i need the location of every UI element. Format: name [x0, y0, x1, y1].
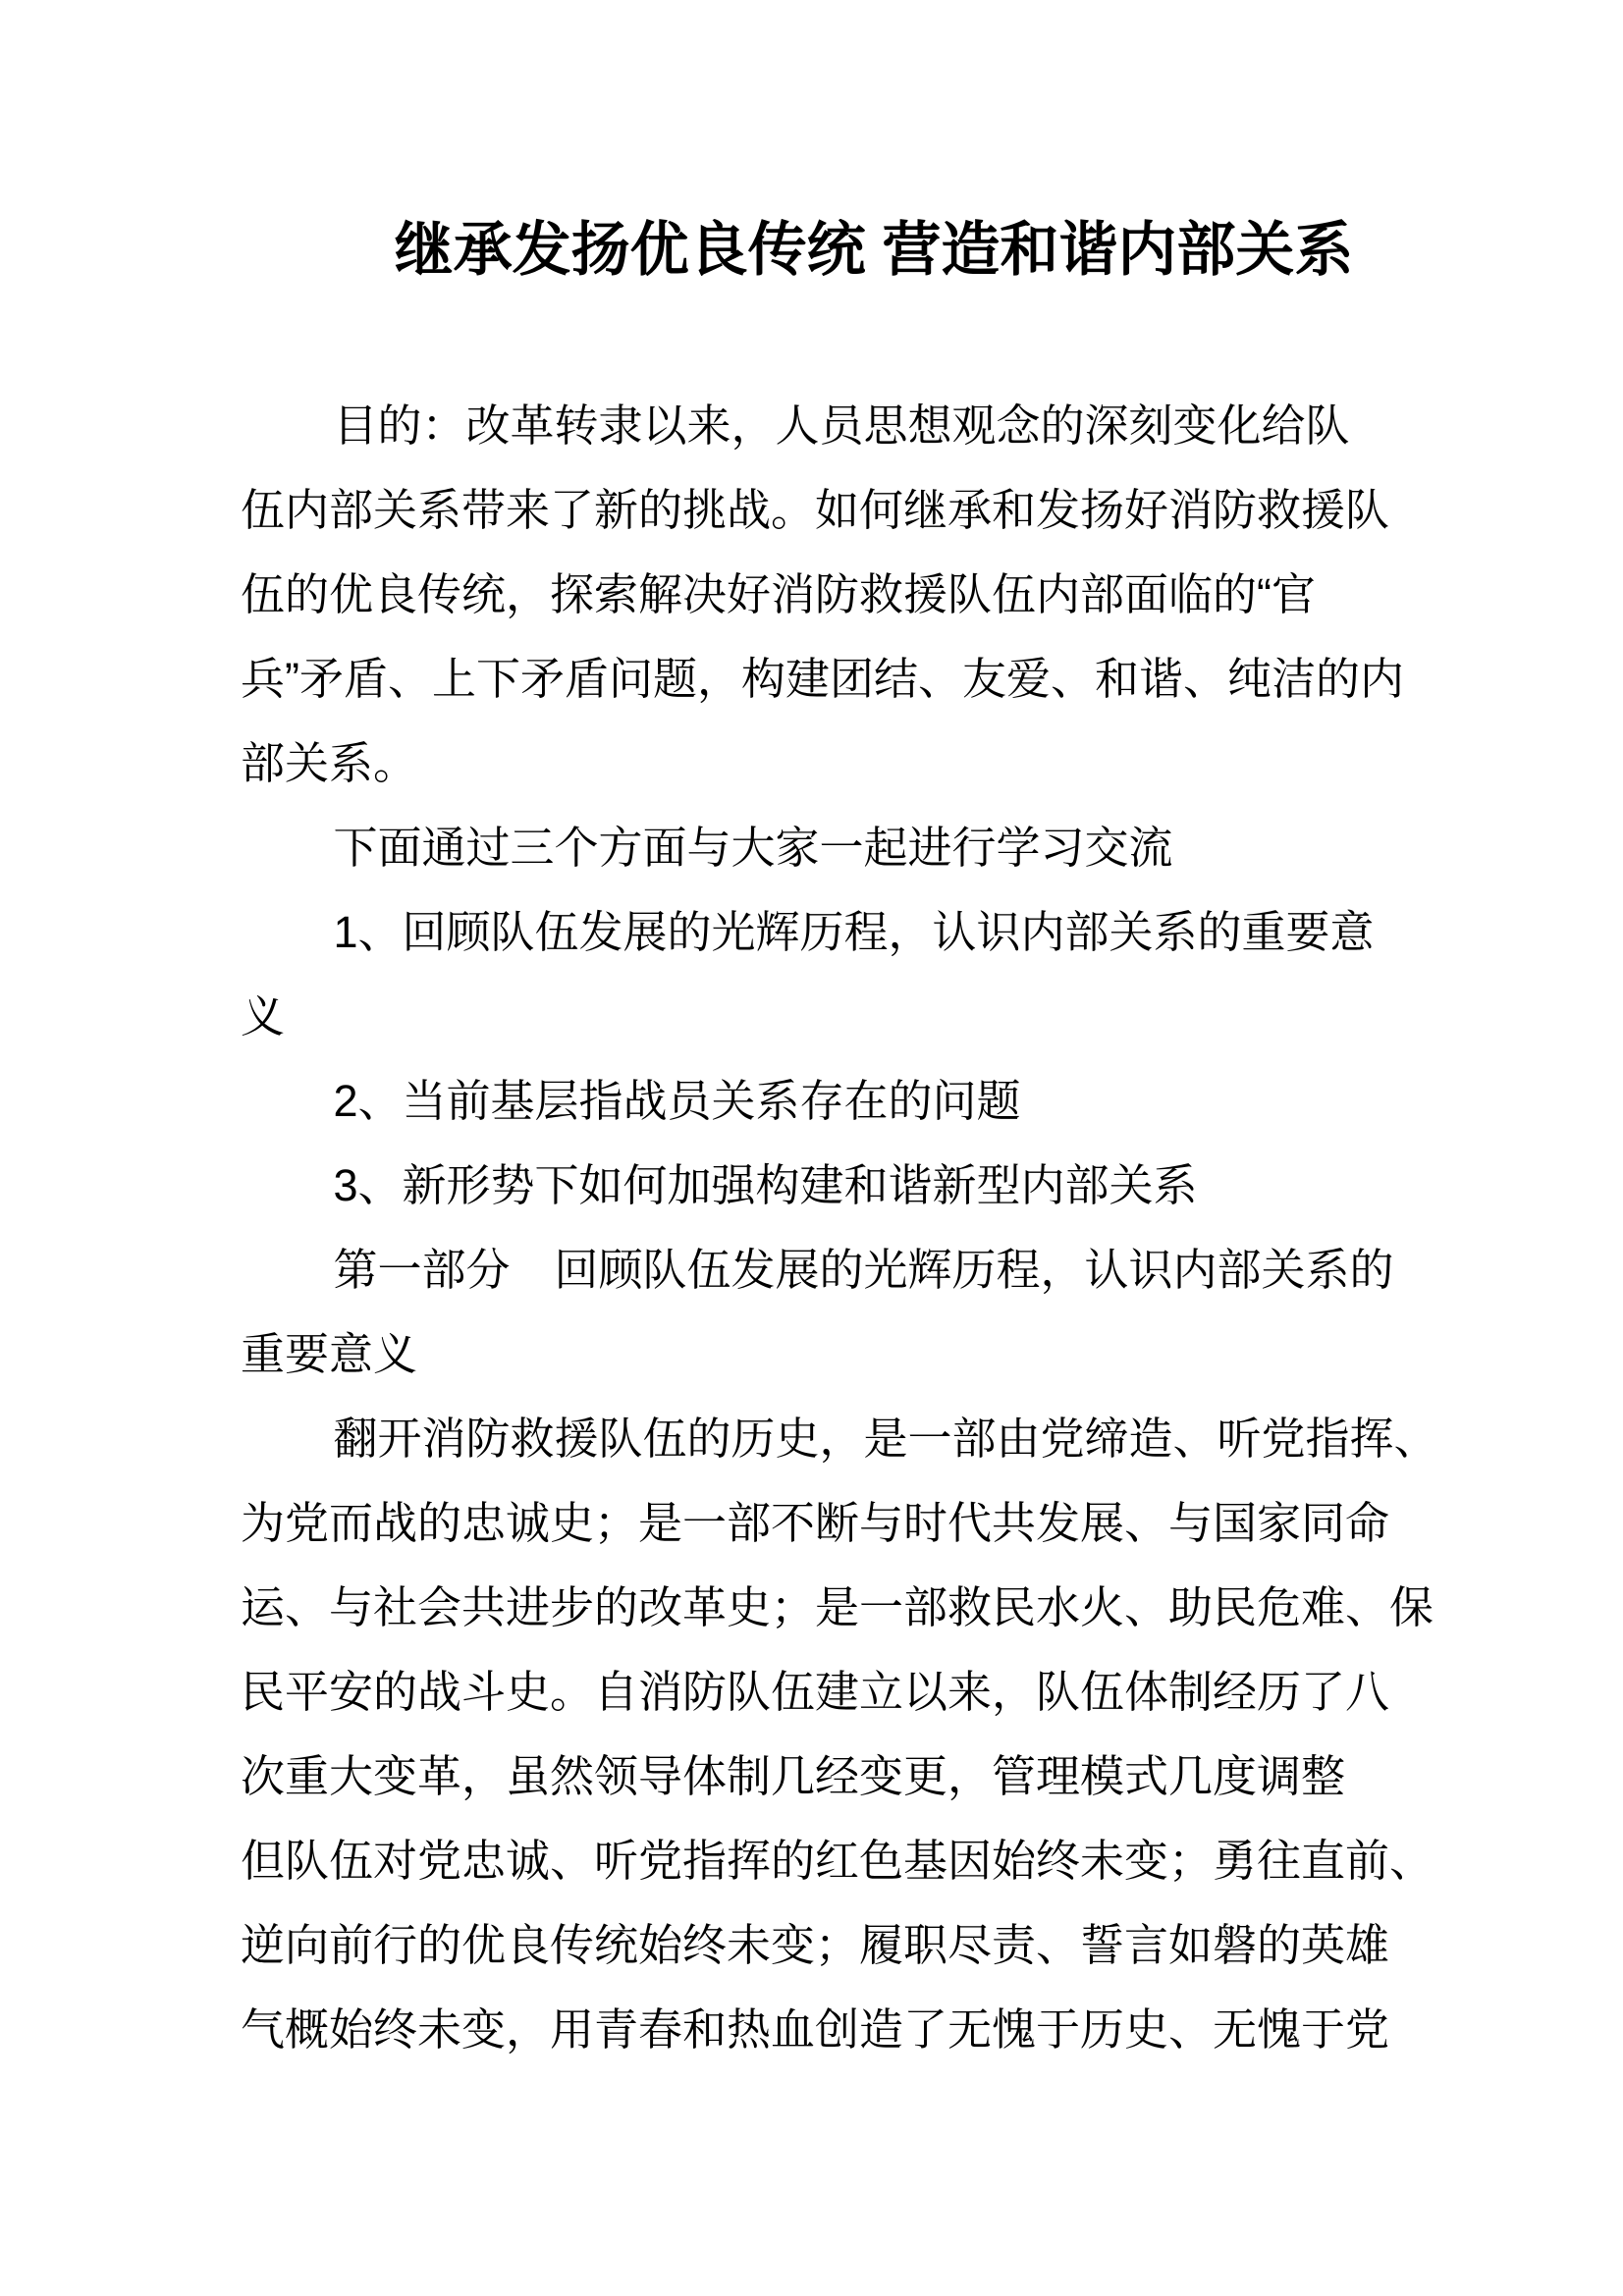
document-content [241, 0, 1438, 2072]
body-text-line: 2、当前基层指战员关系存在的问题 [333, 1076, 1021, 1126]
body-text-line: 但队伍对党忠诚、听党指挥的红色基因始终未变；勇往直前、 [241, 1836, 1434, 1886]
body-text-line: 次重大变革，虽然领导体制几经变更，管理模式几度调整 [241, 1751, 1346, 1801]
body-text-line: 重要意义 [241, 1329, 418, 1379]
document-title: 继承发扬优良传统 营造和谐内部关系 [394, 217, 1354, 283]
body-text-line: 1、回顾队伍发展的光辉历程，认识内部关系的重要意 [333, 907, 1375, 957]
body-text-line: 气概始终未变，用青春和热血创造了无愧于历史、无愧于党 [241, 2004, 1390, 2055]
body-text-line: 目的：改革转隶以来，人员思想观念的深刻变化给队 [333, 400, 1350, 451]
body-text-line: 第一部分 回顾队伍发展的光辉历程，认识内部关系的 [333, 1245, 1394, 1295]
body-text-line: 部关系。 [241, 738, 418, 788]
body-text-line: 翻开消防救援队伍的历史，是一部由党缔造、听党指挥、 [333, 1414, 1438, 1464]
body-text-line: 伍内部关系带来了新的挑战。如何继承和发扬好消防救援队 [241, 485, 1390, 535]
body-text-line: 逆向前行的优良传统始终未变；履职尽责、誓言如磐的英雄 [241, 1920, 1390, 1970]
body-text-line: 伍的优良传统，探索解决好消防救援队伍内部面临的“官 [241, 569, 1316, 619]
body-lines [241, 384, 1438, 2072]
body-text-line: 运、与社会共进步的改革史；是一部救民水火、助民危难、保 [241, 1582, 1434, 1632]
body-text-line: 下面通过三个方面与大家一起进行学习交流 [333, 823, 1173, 873]
body-text-line: 3、新形势下如何加强构建和谐新型内部关系 [333, 1160, 1198, 1210]
body-text-line: 兵”矛盾、上下矛盾问题，构建团结、友爱、和谐、纯洁的内 [241, 654, 1404, 704]
body-text-line: 民平安的战斗史。自消防队伍建立以来，队伍体制经历了八 [241, 1667, 1390, 1717]
body-text-line: 义 [241, 991, 286, 1041]
body-text-line: 为党而战的忠诚史；是一部不断与时代共发展、与国家同命 [241, 1498, 1390, 1548]
